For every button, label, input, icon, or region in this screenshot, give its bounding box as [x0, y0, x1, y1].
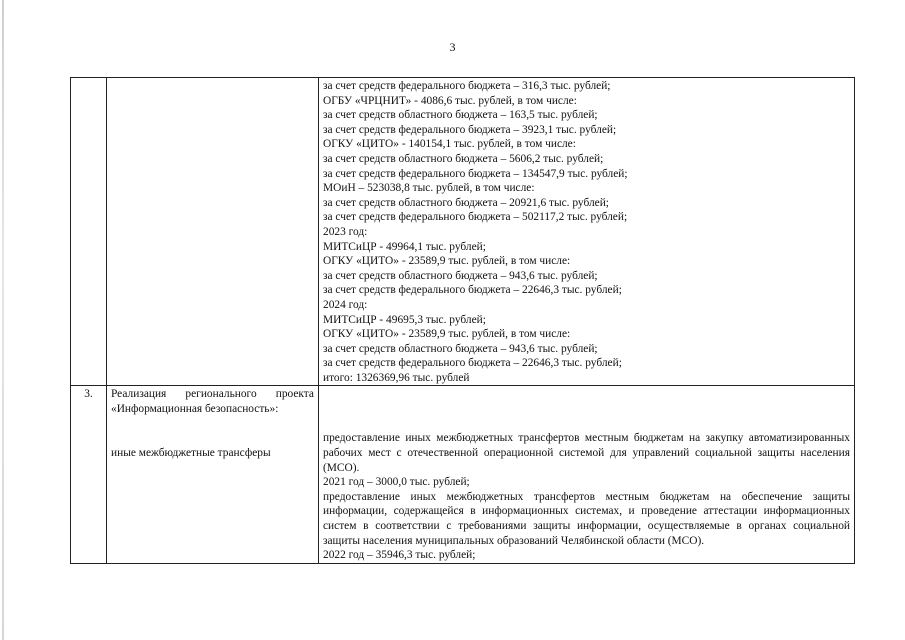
page-number: 3 [449, 40, 456, 54]
funding-line: за счет средств областного бюджета – 163,5 тыс. рублей; [323, 109, 598, 122]
funding-line: за счет средств федерального бюджета – 22646,3 тыс. рублей; [323, 357, 622, 370]
funding-line: за счет средств областного бюджета – 5606,2 тыс. рублей; [323, 152, 604, 165]
project-title: Реализация регионального проекта «Информационная безопасность»: [111, 388, 314, 416]
funding-line: ОГБУ «ЧРЦНИТ» - 4086,6 тыс. рублей, в том числе: [323, 94, 577, 107]
funding-line: за счет средств федерального бюджета – 22646,3 тыс. рублей; [323, 284, 622, 297]
funding-line: МОиН – 523038,8 тыс. рублей, в том числе: [323, 182, 535, 195]
row1-number-cell [71, 78, 107, 386]
row1-funding-cell [319, 78, 855, 386]
funding-line: за счет средств областного бюджета – 20921,6 тыс. рублей; [323, 196, 609, 209]
scan-edge [2, 0, 4, 640]
row2-label-cell [107, 386, 319, 563]
funding-line: за счет средств федерального бюджета – 134547,9 тыс. рублей; [323, 167, 628, 180]
table-row [71, 386, 855, 563]
funding-line: за счет средств федерального бюджета – 3923,1 тыс. рублей; [323, 123, 617, 136]
description-paragraph-1: предоставление иных межбюджетных трансфертов местным бюджетам на закупку автоматизированных рабочих мест с отечественной операционной системой для управлений социальной защиты населения (МСО). [323, 432, 850, 474]
funding-line: за счет средств областного бюджета – 943,6 тыс. рублей; [323, 269, 598, 282]
row2-description-cell [319, 386, 855, 563]
description-paragraph-2: предоставление иных межбюджетных трансфертов местным бюджетам на обеспечение защиты информации, содержащейся в информационных системах, и проведение аттестации информационных систем в соответствии с требованиями защиты информации, осуществляемые в органах социальной защиты населения муниципальных образований Челябинской области (МСО). [323, 490, 850, 547]
funding-line: ОГКУ «ЦИТО» - 140154,1 тыс. рублей, в том числе: [323, 138, 576, 151]
row-number: 3. [84, 388, 93, 401]
funding-line: за счет средств федерального бюджета – 502117,2 тыс. рублей; [323, 211, 628, 224]
funding-line: МИТСиЦР - 49964,1 тыс. рублей; [323, 240, 486, 253]
funding-line: ОГКУ «ЦИТО» - 23589,9 тыс. рублей, в том числе: [323, 328, 571, 341]
funding-line: за счет средств федерального бюджета – 316,3 тыс. рублей; [323, 80, 611, 92]
funding-line: 2024 год: [323, 298, 368, 311]
year-2022-amount: 2022 год – 35946,3 тыс. рублей; [323, 549, 476, 562]
row1-label-cell [107, 78, 319, 386]
row2-number-cell [71, 386, 107, 563]
transfer-subtitle: иные межбюджетные трансферы [111, 446, 271, 459]
funding-line: итого: 1326369,96 тыс. рублей [323, 371, 470, 384]
funding-line: 2023 год: [323, 225, 368, 238]
year-2021-amount: 2021 год – 3000,0 тыс. рублей; [323, 476, 470, 489]
funding-line: МИТСиЦР - 49695,3 тыс. рублей; [323, 313, 486, 326]
funding-line: ОГКУ «ЦИТО» - 23589,9 тыс. рублей, в том числе: [323, 255, 571, 268]
table-row [71, 78, 855, 386]
funding-line: за счет средств областного бюджета – 943,6 тыс. рублей; [323, 342, 598, 355]
budget-table [70, 77, 855, 564]
